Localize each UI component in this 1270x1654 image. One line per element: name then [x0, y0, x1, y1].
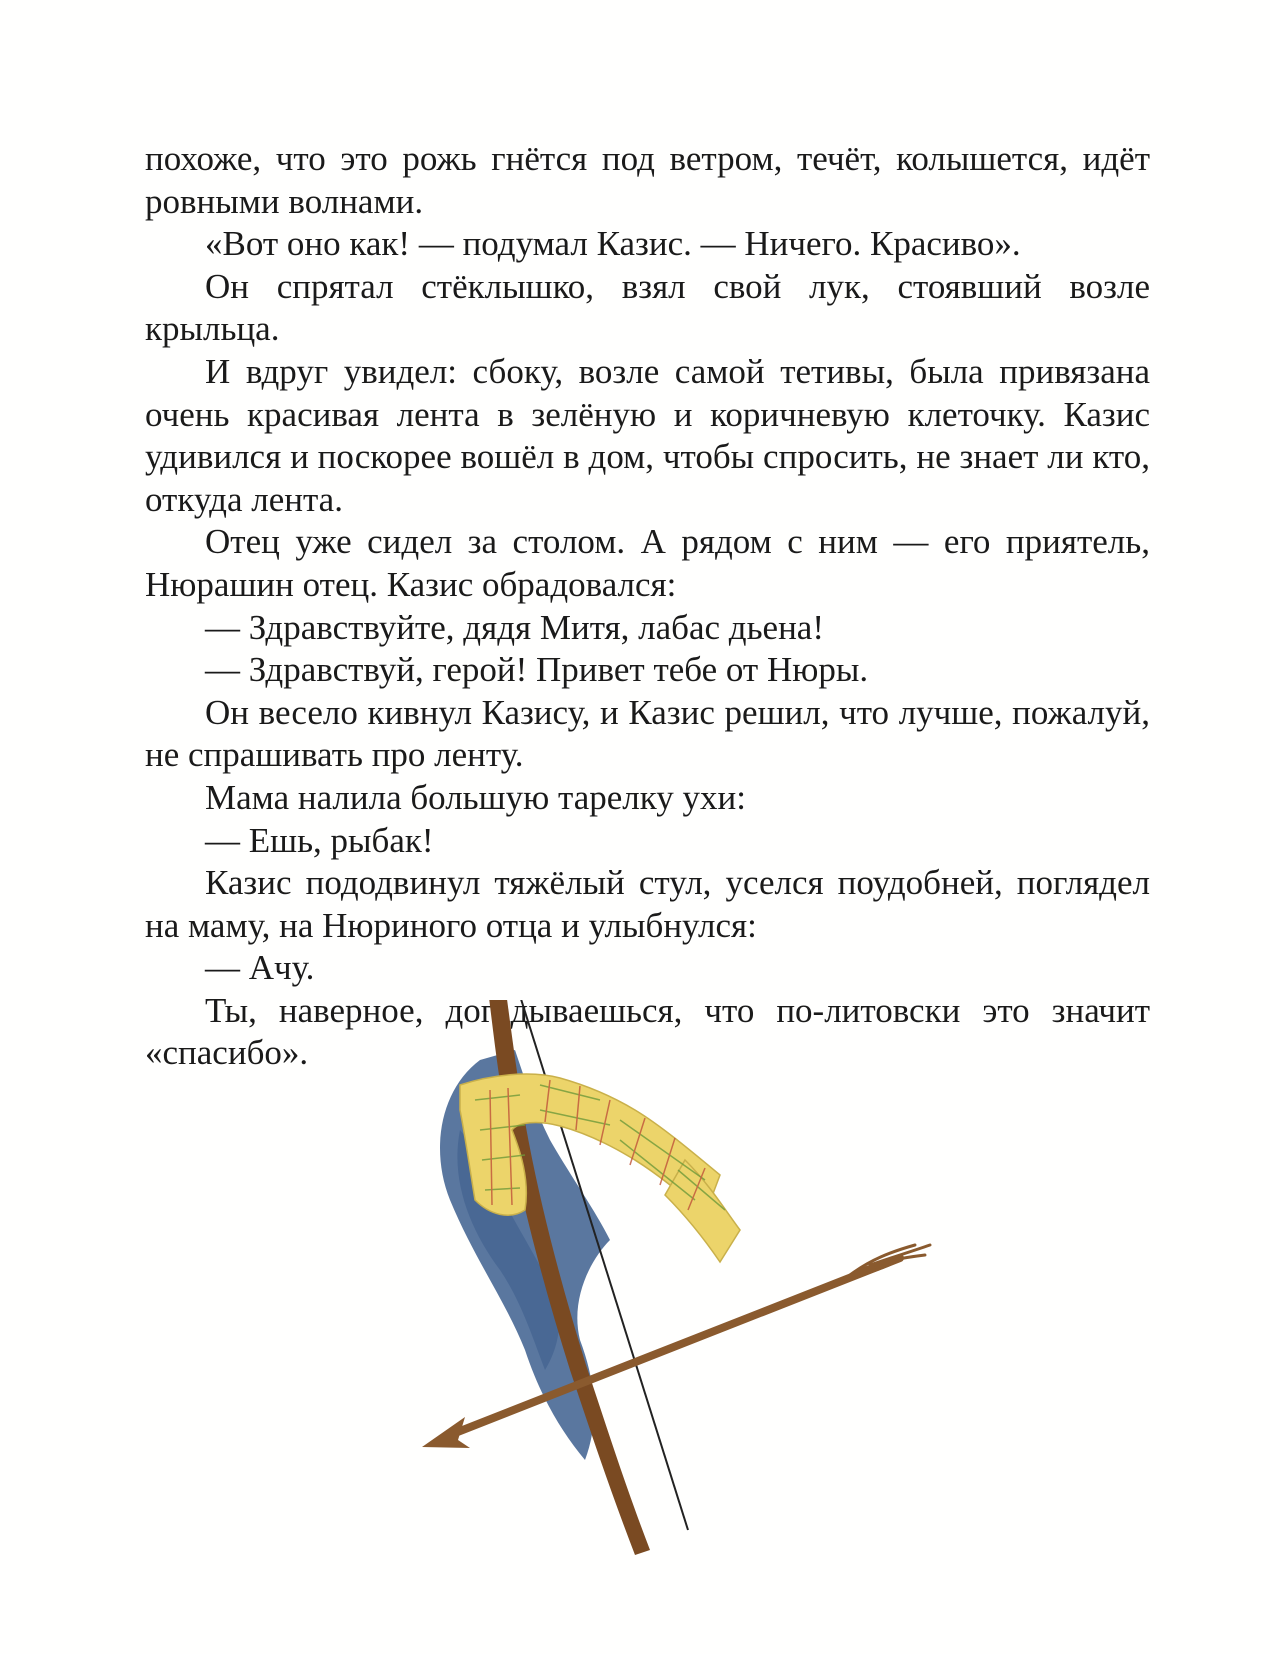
paragraph: — Ешь, рыбак!	[205, 820, 434, 860]
paragraph: Казис пододвинул тяжёлый стул, уселся поудобней, поглядел на маму, на Нюриного отца и улыбнулся:	[145, 863, 1150, 945]
paragraph: Отец уже сидел за столом. А рядом с ним — его приятель, Нюрашин отец. Казис обрадовался:	[145, 522, 1150, 604]
bow-illustration	[420, 1000, 1010, 1620]
paragraph: Ты, наверное, догадываешься, что по-литовски это значит «спасибо».	[145, 990, 1150, 1073]
paragraph: — Здравствуй, герой! Привет тебе от Нюры.	[205, 650, 869, 690]
paragraph: И вдруг увидел: сбоку, возле самой тетивы, была привязана очень красивая лента в зелёную и коричневую клеточку. Казис удивился и поскорее вошёл в дом, чтобы спросить, не знает ли кто, откуда лента.	[145, 351, 1150, 519]
paragraph: Он весело кивнул Казису, и Казис решил, что лучше, пожалуй, не спрашивать про ленту.	[145, 692, 1150, 775]
paragraph: — Ачу.	[205, 948, 315, 988]
paragraph: Он спрятал стёклышко, взял свой лук, стоявший возле крыльца.	[145, 266, 1150, 349]
paragraph: Мама налила большую тарелку ухи:	[205, 777, 746, 817]
paragraph: похоже, что это рожь гнётся под ветром, течёт, колышется, идёт ровными волнами.	[145, 139, 1150, 221]
paragraph: «Вот оно как! — подумал Казис. — Ничего. Красиво».	[205, 224, 1021, 264]
paragraph: — Здравствуйте, дядя Митя, лабас дьена!	[205, 607, 824, 647]
story-text	[145, 138, 1150, 1075]
